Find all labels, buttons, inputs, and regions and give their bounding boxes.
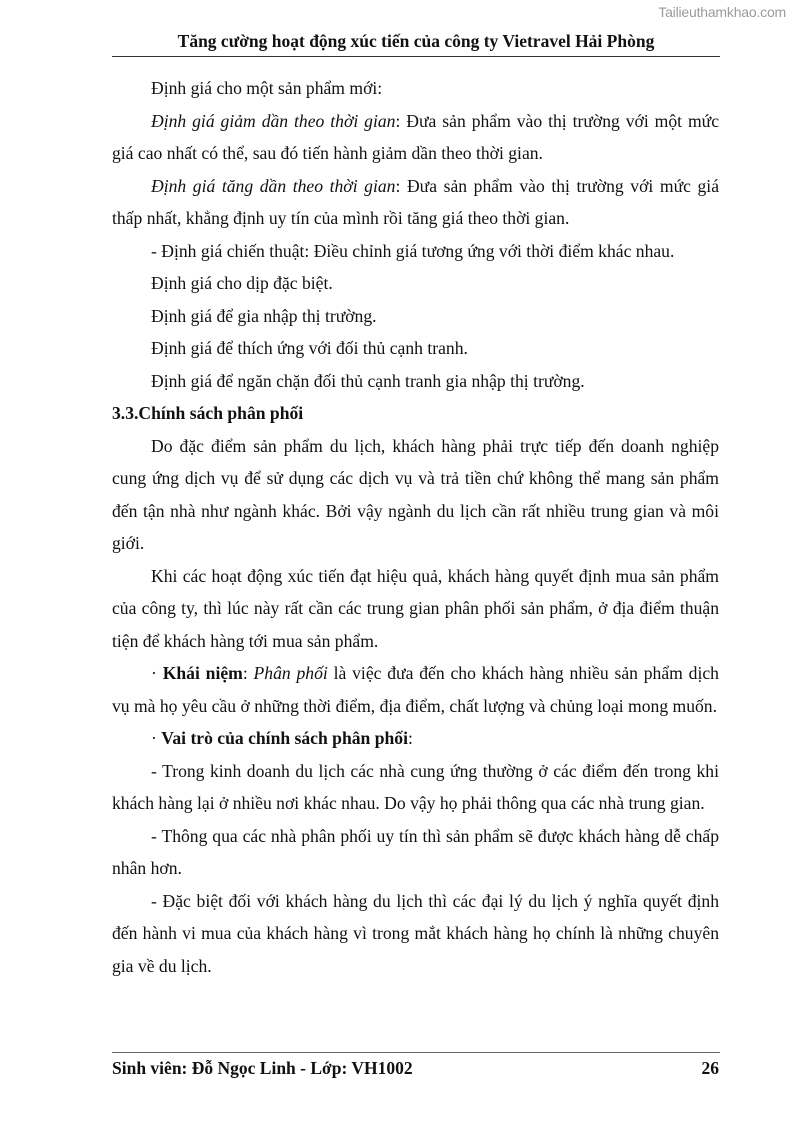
paragraph: - Thông qua các nhà phân phối uy tín thì sản phẩm sẽ được khách hàng dễ chấp nhân hơn. <box>112 825 719 878</box>
paragraph <box>112 722 719 755</box>
paragraph: Do đặc điểm sản phẩm du lịch, khách hàng phải trực tiếp đến doanh nghiệp cung ứng dịch vụ để sử dụng các dịch vụ và trả tiền chứ không thể mang sản phẩm đến tận nhà như ngành khác. Bởi vậy ngành du lịch cần rất nhiều trung gian và môi giới. <box>112 435 719 553</box>
paragraph: - Đặc biệt đối với khách hàng du lịch thì các đại lý du lịch ý nghĩa quyết định đến hành vi mua của khách hàng vì trong mắt khách hàng họ chính là những chuyên gia về du lịch. <box>112 890 719 976</box>
page-number: 26 <box>701 1058 719 1078</box>
footer-student-info: Sinh viên: Đỗ Ngọc Linh - Lớp: VH1002 <box>112 1058 413 1078</box>
paragraph: Định giá cho dịp đặc biệt. <box>151 273 333 293</box>
section-heading: 3.3.Chính sách phân phối <box>112 403 304 423</box>
paragraph-text: : <box>407 728 413 748</box>
paragraph: Định giá cho một sản phẩm mới: <box>151 78 383 98</box>
bullet-marker: · <box>151 728 162 748</box>
watermark: Tailieuthamkhao.com <box>658 4 786 20</box>
document-body <box>112 72 719 982</box>
page-header-title: Tăng cường hoạt động xúc tiến của công ty Vietravel Hải Phòng <box>177 31 655 51</box>
page-footer <box>112 1057 719 1079</box>
paragraph: Định giá để thích ứng với đối thủ cạnh tranh. <box>151 338 468 358</box>
italic-term: Định giá tăng dần theo thời gian <box>151 175 396 196</box>
paragraph-text: : Đưa sản phẩm vào thị trường với một mức giá cao nhất có thể, sau đó tiến hành giảm dần theo thời gian. <box>112 110 720 163</box>
header-divider <box>112 56 720 57</box>
paragraph: Khi các hoạt động xúc tiến đạt hiệu quả, khách hàng quyết định mua sản phẩm của công ty, thì lúc này rất cần các trung gian phân phối sản phẩm, ở địa điểm thuận tiện để khách hàng tới mua sản phẩm. <box>112 565 719 651</box>
paragraph-text: là việc đưa đến cho khách hàng nhiều sản phẩm dịch vụ mà họ yêu cầu ở những thời điểm, địa điểm, chất lượng và chủng loại mong muốn. <box>112 663 719 716</box>
paragraph <box>112 657 719 722</box>
paragraph: Định giá để ngăn chặn đối thủ cạnh tranh gia nhập thị trường. <box>151 370 585 391</box>
colon: : <box>242 663 254 683</box>
bullet-marker: · <box>151 663 163 683</box>
paragraph: - Trong kinh doanh du lịch các nhà cung ứng thường ở các điểm đến trong khi khách hàng lại ở nhiều nơi khác nhau. Do vậy họ phải thông qua các nhà trung gian. <box>112 760 719 813</box>
italic-term: Định giá giảm dần theo thời gian <box>151 110 396 131</box>
bold-term: Khái niệm <box>162 663 243 683</box>
italic-term: Phân phối <box>253 663 328 683</box>
paragraph-text: : Đưa sản phẩm vào thị trường với mức giá thấp nhất, khẳng định uy tín của mình rồi tăng giá theo thời gian. <box>112 175 720 228</box>
paragraph <box>112 170 719 235</box>
paragraph: Định giá để gia nhập thị trường. <box>151 305 377 326</box>
bold-term: Vai trò của chính sách phân phối <box>161 728 408 748</box>
footer-divider <box>112 1052 720 1053</box>
paragraph <box>112 105 719 170</box>
paragraph: - Định giá chiến thuật: Điều chỉnh giá tương ứng với thời điểm khác nhau. <box>151 240 675 261</box>
